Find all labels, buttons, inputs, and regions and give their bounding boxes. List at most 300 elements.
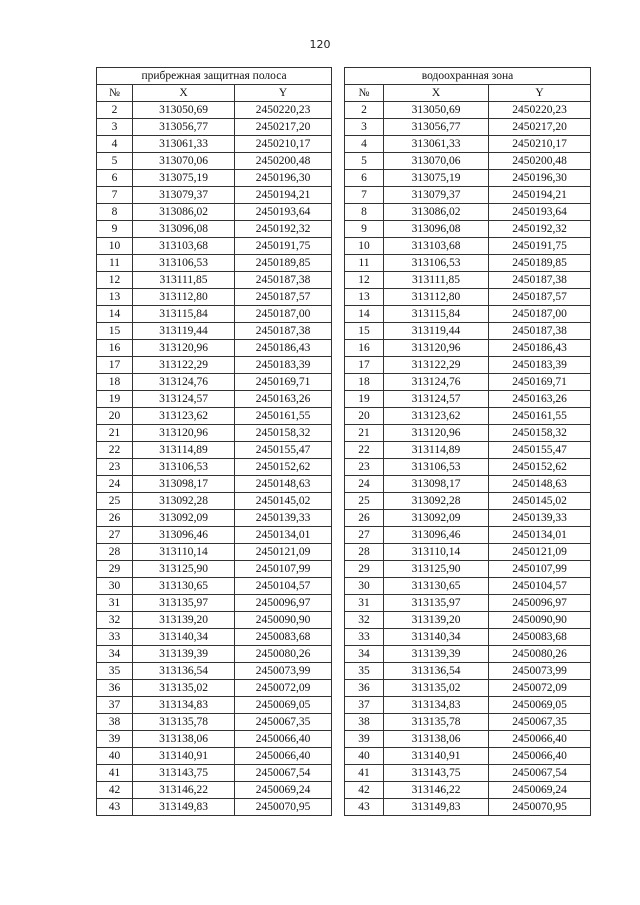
column-gap — [332, 306, 345, 323]
left-header-x: X — [133, 85, 235, 102]
table-row — [97, 731, 591, 748]
table-row — [97, 289, 591, 306]
right-point-number: 39 — [345, 731, 384, 748]
column-gap — [332, 153, 345, 170]
right-x-coordinate: 313056,77 — [384, 119, 489, 136]
right-y-coordinate: 2450193,64 — [489, 204, 591, 221]
left-point-number: 5 — [97, 153, 133, 170]
left-x-coordinate: 313106,53 — [133, 459, 235, 476]
right-point-number: 24 — [345, 476, 384, 493]
right-y-coordinate: 2450192,32 — [489, 221, 591, 238]
left-point-number: 16 — [97, 340, 133, 357]
left-point-number: 32 — [97, 612, 133, 629]
left-x-coordinate: 313138,06 — [133, 731, 235, 748]
right-y-coordinate: 2450104,57 — [489, 578, 591, 595]
right-x-coordinate: 313149,83 — [384, 799, 489, 816]
left-point-number: 33 — [97, 629, 133, 646]
left-point-number: 21 — [97, 425, 133, 442]
right-header-x: X — [384, 85, 489, 102]
right-y-coordinate: 2450145,02 — [489, 493, 591, 510]
left-point-number: 13 — [97, 289, 133, 306]
right-point-number: 29 — [345, 561, 384, 578]
column-gap — [332, 714, 345, 731]
left-point-number: 34 — [97, 646, 133, 663]
left-point-number: 36 — [97, 680, 133, 697]
right-y-coordinate: 2450187,00 — [489, 306, 591, 323]
right-point-number: 42 — [345, 782, 384, 799]
left-x-coordinate: 313120,96 — [133, 340, 235, 357]
right-y-coordinate: 2450191,75 — [489, 238, 591, 255]
left-y-coordinate: 2450070,95 — [235, 799, 332, 816]
right-y-coordinate: 2450169,71 — [489, 374, 591, 391]
column-gap — [332, 578, 345, 595]
right-y-coordinate: 2450200,48 — [489, 153, 591, 170]
left-x-coordinate: 313139,39 — [133, 646, 235, 663]
right-point-number: 13 — [345, 289, 384, 306]
right-point-number: 36 — [345, 680, 384, 697]
table-row — [97, 119, 591, 136]
right-x-coordinate: 313124,76 — [384, 374, 489, 391]
right-point-number: 7 — [345, 187, 384, 204]
right-point-number: 28 — [345, 544, 384, 561]
table-row — [97, 102, 591, 119]
right-x-coordinate: 313061,33 — [384, 136, 489, 153]
left-y-coordinate: 2450191,75 — [235, 238, 332, 255]
right-x-coordinate: 313135,97 — [384, 595, 489, 612]
left-point-number: 28 — [97, 544, 133, 561]
left-x-coordinate: 313134,83 — [133, 697, 235, 714]
left-y-coordinate: 2450186,43 — [235, 340, 332, 357]
right-x-coordinate: 313112,80 — [384, 289, 489, 306]
table-row — [97, 561, 591, 578]
right-y-coordinate: 2450069,05 — [489, 697, 591, 714]
right-section-title: водоохранная зона — [345, 68, 591, 85]
right-x-coordinate: 313114,89 — [384, 442, 489, 459]
left-y-coordinate: 2450090,90 — [235, 612, 332, 629]
column-header-row — [97, 85, 591, 102]
left-point-number: 18 — [97, 374, 133, 391]
right-x-coordinate: 313140,34 — [384, 629, 489, 646]
left-point-number: 24 — [97, 476, 133, 493]
left-point-number: 2 — [97, 102, 133, 119]
left-x-coordinate: 313050,69 — [133, 102, 235, 119]
right-x-coordinate: 313139,20 — [384, 612, 489, 629]
right-y-coordinate: 2450187,38 — [489, 323, 591, 340]
left-x-coordinate: 313136,54 — [133, 663, 235, 680]
table-row — [97, 765, 591, 782]
left-y-coordinate: 2450073,99 — [235, 663, 332, 680]
right-y-coordinate: 2450080,26 — [489, 646, 591, 663]
right-x-coordinate: 313096,46 — [384, 527, 489, 544]
left-point-number: 39 — [97, 731, 133, 748]
left-x-coordinate: 313061,33 — [133, 136, 235, 153]
column-gap — [332, 459, 345, 476]
column-gap — [332, 561, 345, 578]
left-header-y: Y — [235, 85, 332, 102]
right-y-coordinate: 2450072,09 — [489, 680, 591, 697]
right-point-number: 3 — [345, 119, 384, 136]
left-y-coordinate: 2450158,32 — [235, 425, 332, 442]
column-gap — [332, 238, 345, 255]
column-gap — [332, 493, 345, 510]
right-y-coordinate: 2450067,35 — [489, 714, 591, 731]
column-gap — [332, 629, 345, 646]
right-point-number: 26 — [345, 510, 384, 527]
right-x-coordinate: 313123,62 — [384, 408, 489, 425]
table-row — [97, 476, 591, 493]
right-y-coordinate: 2450161,55 — [489, 408, 591, 425]
left-y-coordinate: 2450139,33 — [235, 510, 332, 527]
left-x-coordinate: 313092,28 — [133, 493, 235, 510]
left-x-coordinate: 313122,29 — [133, 357, 235, 374]
left-x-coordinate: 313112,80 — [133, 289, 235, 306]
left-point-number: 29 — [97, 561, 133, 578]
right-x-coordinate: 313110,14 — [384, 544, 489, 561]
right-point-number: 17 — [345, 357, 384, 374]
page-number: 120 — [309, 38, 331, 51]
left-y-coordinate: 2450067,54 — [235, 765, 332, 782]
right-point-number: 19 — [345, 391, 384, 408]
left-x-coordinate: 313086,02 — [133, 204, 235, 221]
left-x-coordinate: 313123,62 — [133, 408, 235, 425]
column-gap — [332, 323, 345, 340]
right-y-coordinate: 2450183,39 — [489, 357, 591, 374]
table-row — [97, 442, 591, 459]
table-row — [97, 629, 591, 646]
left-point-number: 12 — [97, 272, 133, 289]
table-row — [97, 663, 591, 680]
right-x-coordinate: 313106,53 — [384, 459, 489, 476]
table-row — [97, 374, 591, 391]
right-y-coordinate: 2450148,63 — [489, 476, 591, 493]
column-gap — [332, 765, 345, 782]
left-y-coordinate: 2450145,02 — [235, 493, 332, 510]
column-gap — [332, 782, 345, 799]
left-y-coordinate: 2450066,40 — [235, 748, 332, 765]
right-y-coordinate: 2450163,26 — [489, 391, 591, 408]
table-row — [97, 425, 591, 442]
right-point-number: 34 — [345, 646, 384, 663]
table-row — [97, 493, 591, 510]
section-title-row — [97, 68, 591, 85]
right-y-coordinate: 2450067,54 — [489, 765, 591, 782]
right-x-coordinate: 313146,22 — [384, 782, 489, 799]
right-point-number: 11 — [345, 255, 384, 272]
left-x-coordinate: 313114,89 — [133, 442, 235, 459]
right-x-coordinate: 313138,06 — [384, 731, 489, 748]
left-header-number: № — [97, 85, 133, 102]
column-gap — [332, 799, 345, 816]
left-y-coordinate: 2450155,47 — [235, 442, 332, 459]
right-x-coordinate: 313120,96 — [384, 425, 489, 442]
column-gap — [332, 442, 345, 459]
right-y-coordinate: 2450073,99 — [489, 663, 591, 680]
left-y-coordinate: 2450104,57 — [235, 578, 332, 595]
left-x-coordinate: 313096,08 — [133, 221, 235, 238]
left-point-number: 31 — [97, 595, 133, 612]
left-point-number: 10 — [97, 238, 133, 255]
right-x-coordinate: 313098,17 — [384, 476, 489, 493]
right-x-coordinate: 313143,75 — [384, 765, 489, 782]
right-y-coordinate: 2450217,20 — [489, 119, 591, 136]
left-point-number: 40 — [97, 748, 133, 765]
right-x-coordinate: 313092,28 — [384, 493, 489, 510]
left-y-coordinate: 2450210,17 — [235, 136, 332, 153]
column-gap — [332, 697, 345, 714]
left-point-number: 41 — [97, 765, 133, 782]
left-point-number: 23 — [97, 459, 133, 476]
right-x-coordinate: 313115,84 — [384, 306, 489, 323]
right-y-coordinate: 2450139,33 — [489, 510, 591, 527]
right-point-number: 35 — [345, 663, 384, 680]
table-row — [97, 782, 591, 799]
right-point-number: 37 — [345, 697, 384, 714]
left-point-number: 11 — [97, 255, 133, 272]
left-y-coordinate: 2450183,39 — [235, 357, 332, 374]
left-point-number: 38 — [97, 714, 133, 731]
right-point-number: 8 — [345, 204, 384, 221]
right-point-number: 14 — [345, 306, 384, 323]
left-y-coordinate: 2450217,20 — [235, 119, 332, 136]
right-y-coordinate: 2450155,47 — [489, 442, 591, 459]
right-x-coordinate: 313119,44 — [384, 323, 489, 340]
right-y-coordinate: 2450066,40 — [489, 731, 591, 748]
right-x-coordinate: 313139,39 — [384, 646, 489, 663]
right-x-coordinate: 313135,78 — [384, 714, 489, 731]
left-x-coordinate: 313146,22 — [133, 782, 235, 799]
column-gap — [332, 68, 345, 85]
left-x-coordinate: 313140,91 — [133, 748, 235, 765]
column-gap — [332, 748, 345, 765]
right-header-number: № — [345, 85, 384, 102]
right-y-coordinate: 2450121,09 — [489, 544, 591, 561]
column-gap — [332, 510, 345, 527]
left-point-number: 42 — [97, 782, 133, 799]
left-point-number: 35 — [97, 663, 133, 680]
left-x-coordinate: 313096,46 — [133, 527, 235, 544]
right-y-coordinate: 2450070,95 — [489, 799, 591, 816]
left-x-coordinate: 313135,02 — [133, 680, 235, 697]
right-header-y: Y — [489, 85, 591, 102]
right-y-coordinate: 2450220,23 — [489, 102, 591, 119]
left-y-coordinate: 2450187,57 — [235, 289, 332, 306]
left-point-number: 14 — [97, 306, 133, 323]
right-point-number: 4 — [345, 136, 384, 153]
left-point-number: 30 — [97, 578, 133, 595]
right-y-coordinate: 2450158,32 — [489, 425, 591, 442]
table-row — [97, 170, 591, 187]
left-y-coordinate: 2450072,09 — [235, 680, 332, 697]
right-x-coordinate: 313103,68 — [384, 238, 489, 255]
table-row — [97, 204, 591, 221]
column-gap — [332, 187, 345, 204]
left-x-coordinate: 313075,19 — [133, 170, 235, 187]
right-y-coordinate: 2450189,85 — [489, 255, 591, 272]
column-gap — [332, 544, 345, 561]
left-y-coordinate: 2450196,30 — [235, 170, 332, 187]
right-y-coordinate: 2450096,97 — [489, 595, 591, 612]
right-y-coordinate: 2450187,57 — [489, 289, 591, 306]
left-x-coordinate: 313111,85 — [133, 272, 235, 289]
right-x-coordinate: 313135,02 — [384, 680, 489, 697]
right-y-coordinate: 2450196,30 — [489, 170, 591, 187]
column-gap — [332, 425, 345, 442]
left-point-number: 25 — [97, 493, 133, 510]
left-point-number: 3 — [97, 119, 133, 136]
right-point-number: 40 — [345, 748, 384, 765]
column-gap — [332, 527, 345, 544]
right-x-coordinate: 313070,06 — [384, 153, 489, 170]
left-y-coordinate: 2450187,00 — [235, 306, 332, 323]
table-row — [97, 697, 591, 714]
right-y-coordinate: 2450134,01 — [489, 527, 591, 544]
left-x-coordinate: 313092,09 — [133, 510, 235, 527]
table-row — [97, 646, 591, 663]
left-x-coordinate: 313125,90 — [133, 561, 235, 578]
left-y-coordinate: 2450148,63 — [235, 476, 332, 493]
right-x-coordinate: 313134,83 — [384, 697, 489, 714]
left-section-title: прибрежная защитная полоса — [97, 68, 332, 85]
column-gap — [332, 289, 345, 306]
right-x-coordinate: 313125,90 — [384, 561, 489, 578]
left-x-coordinate: 313124,76 — [133, 374, 235, 391]
right-point-number: 18 — [345, 374, 384, 391]
right-y-coordinate: 2450066,40 — [489, 748, 591, 765]
left-point-number: 6 — [97, 170, 133, 187]
left-y-coordinate: 2450163,26 — [235, 391, 332, 408]
column-gap — [332, 272, 345, 289]
right-point-number: 22 — [345, 442, 384, 459]
left-x-coordinate: 313079,37 — [133, 187, 235, 204]
right-point-number: 6 — [345, 170, 384, 187]
right-y-coordinate: 2450187,38 — [489, 272, 591, 289]
column-gap — [332, 136, 345, 153]
left-point-number: 27 — [97, 527, 133, 544]
table-row — [97, 306, 591, 323]
right-x-coordinate: 313079,37 — [384, 187, 489, 204]
column-gap — [332, 102, 345, 119]
left-x-coordinate: 313140,34 — [133, 629, 235, 646]
column-gap — [332, 340, 345, 357]
right-y-coordinate: 2450069,24 — [489, 782, 591, 799]
left-y-coordinate: 2450080,26 — [235, 646, 332, 663]
right-x-coordinate: 313096,08 — [384, 221, 489, 238]
column-gap — [332, 204, 345, 221]
right-y-coordinate: 2450090,90 — [489, 612, 591, 629]
left-y-coordinate: 2450121,09 — [235, 544, 332, 561]
right-point-number: 27 — [345, 527, 384, 544]
coordinates-table — [96, 67, 591, 816]
column-gap — [332, 663, 345, 680]
right-y-coordinate: 2450186,43 — [489, 340, 591, 357]
column-gap — [332, 119, 345, 136]
table-row — [97, 544, 591, 561]
right-point-number: 12 — [345, 272, 384, 289]
left-y-coordinate: 2450134,01 — [235, 527, 332, 544]
table-row — [97, 680, 591, 697]
table-row — [97, 459, 591, 476]
left-y-coordinate: 2450096,97 — [235, 595, 332, 612]
right-x-coordinate: 313086,02 — [384, 204, 489, 221]
right-point-number: 25 — [345, 493, 384, 510]
table-row — [97, 272, 591, 289]
left-point-number: 26 — [97, 510, 133, 527]
table-row — [97, 391, 591, 408]
table-row — [97, 748, 591, 765]
column-gap — [332, 731, 345, 748]
left-y-coordinate: 2450161,55 — [235, 408, 332, 425]
right-x-coordinate: 313075,19 — [384, 170, 489, 187]
left-point-number: 15 — [97, 323, 133, 340]
left-x-coordinate: 313098,17 — [133, 476, 235, 493]
right-point-number: 20 — [345, 408, 384, 425]
left-x-coordinate: 313120,96 — [133, 425, 235, 442]
right-x-coordinate: 313124,57 — [384, 391, 489, 408]
column-gap — [332, 646, 345, 663]
right-point-number: 10 — [345, 238, 384, 255]
left-point-number: 19 — [97, 391, 133, 408]
table-row — [97, 340, 591, 357]
column-gap — [332, 374, 345, 391]
right-y-coordinate: 2450194,21 — [489, 187, 591, 204]
column-gap — [332, 408, 345, 425]
right-point-number: 23 — [345, 459, 384, 476]
left-y-coordinate: 2450083,68 — [235, 629, 332, 646]
right-point-number: 21 — [345, 425, 384, 442]
right-point-number: 32 — [345, 612, 384, 629]
right-point-number: 31 — [345, 595, 384, 612]
left-point-number: 43 — [97, 799, 133, 816]
column-gap — [332, 612, 345, 629]
left-y-coordinate: 2450066,40 — [235, 731, 332, 748]
table-row — [97, 527, 591, 544]
left-y-coordinate: 2450189,85 — [235, 255, 332, 272]
left-point-number: 17 — [97, 357, 133, 374]
right-y-coordinate: 2450210,17 — [489, 136, 591, 153]
table-row — [97, 612, 591, 629]
left-y-coordinate: 2450069,24 — [235, 782, 332, 799]
left-x-coordinate: 313070,06 — [133, 153, 235, 170]
left-y-coordinate: 2450220,23 — [235, 102, 332, 119]
left-y-coordinate: 2450152,62 — [235, 459, 332, 476]
column-gap — [332, 476, 345, 493]
left-x-coordinate: 313056,77 — [133, 119, 235, 136]
left-y-coordinate: 2450194,21 — [235, 187, 332, 204]
left-y-coordinate: 2450187,38 — [235, 323, 332, 340]
left-x-coordinate: 313119,44 — [133, 323, 235, 340]
table-row — [97, 799, 591, 816]
table-row — [97, 578, 591, 595]
column-gap — [332, 680, 345, 697]
right-x-coordinate: 313111,85 — [384, 272, 489, 289]
left-y-coordinate: 2450069,05 — [235, 697, 332, 714]
left-x-coordinate: 313124,57 — [133, 391, 235, 408]
right-x-coordinate: 313136,54 — [384, 663, 489, 680]
table-row — [97, 153, 591, 170]
right-point-number: 9 — [345, 221, 384, 238]
left-point-number: 20 — [97, 408, 133, 425]
left-x-coordinate: 313135,97 — [133, 595, 235, 612]
table-row — [97, 408, 591, 425]
right-y-coordinate: 2450083,68 — [489, 629, 591, 646]
column-gap — [332, 85, 345, 102]
left-x-coordinate: 313110,14 — [133, 544, 235, 561]
left-x-coordinate: 313143,75 — [133, 765, 235, 782]
table-row — [97, 714, 591, 731]
table-row — [97, 255, 591, 272]
column-gap — [332, 221, 345, 238]
column-gap — [332, 357, 345, 374]
